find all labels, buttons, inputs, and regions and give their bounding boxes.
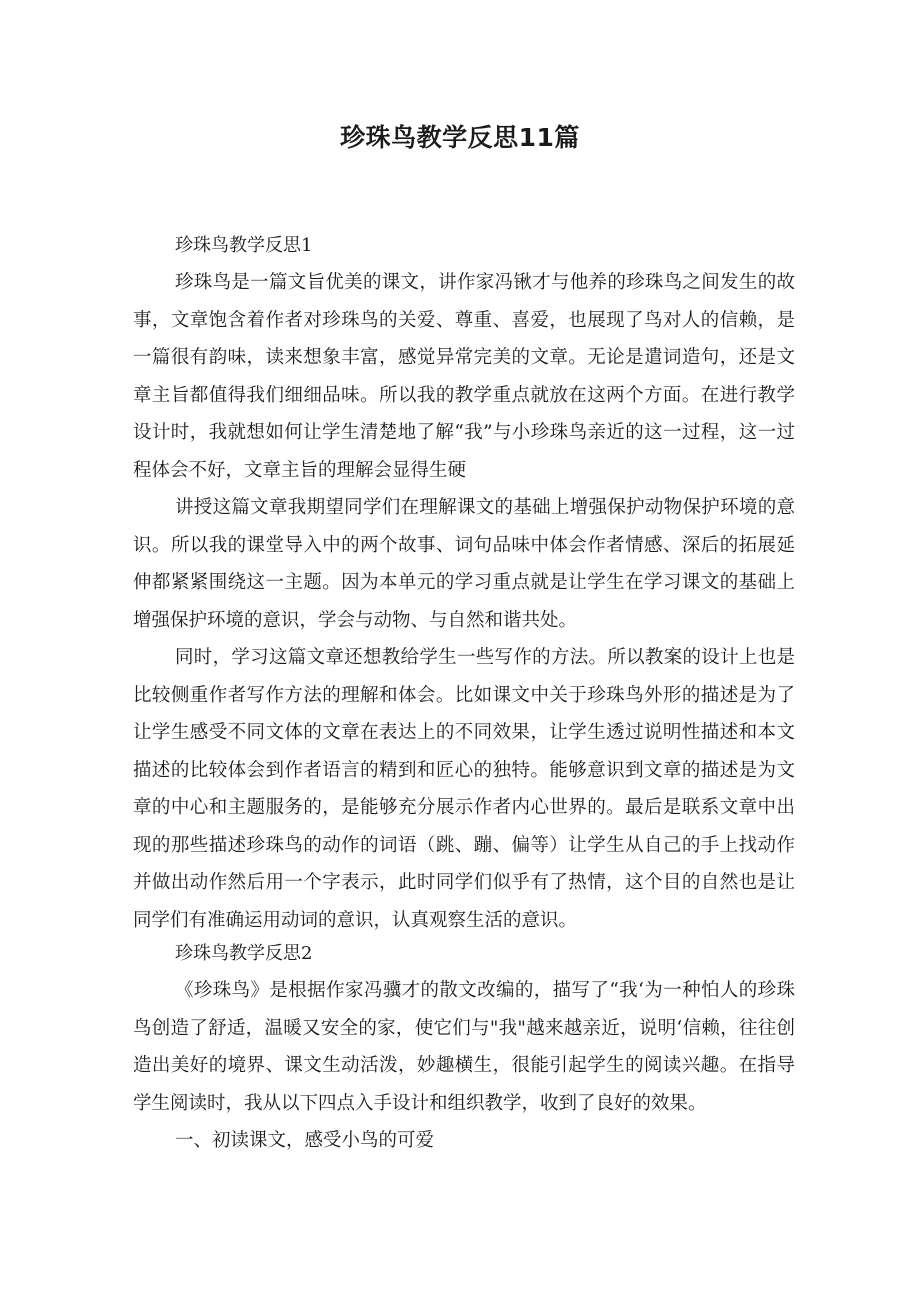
- section-heading: 珍珠鸟教学反思2: [175, 943, 313, 964]
- paragraph: 同时，学习这篇文章还想教给学生一些写作的方法。所以教案的设计上也是比较侧重作者写作方法的理解和体会。比如课文中关于珍珠鸟外形的描述是为了让学生感受不同文体的文章在表达上的不同效果，让学生透过说明性描述和本文描述的比较体会到作者语言的精到和匠心的独特。能够意识到文章的描述是为文章的中心和主题服务的，是能够充分展示作者内心世界的。最后是联系文章中出现的那些描述珍珠鸟的动作的词语（跳、蹦、偏等）让学生从自己的手上找动作并做出动作然后用一个字表示，此时同学们似乎有了热情，这个目的自然也是让同学们有准确运用动词的意识，认真观察生活的意识。: [133, 647, 795, 931]
- section-reflection-1: [133, 227, 795, 939]
- document-title: 珍珠鸟教学反思11篇: [340, 123, 580, 152]
- section-reflection-2: [133, 935, 795, 1160]
- paragraph: 讲授这篇文章我期望同学们在理解课文的基础上增强保护动物保护环境的意识。所以我的课堂导入中的两个故事、词句品味中体会作者情感、深后的拓展延伸都紧紧围绕这一主题。因为本单元的学习重点就是让学生在学习课文的基础上增强保护环境的意识，学会与动物、与自然和谐共处。: [133, 497, 795, 631]
- subheading-paragraph: 一、初读课文，感受小鸟的可爱: [175, 1130, 435, 1151]
- paragraph: 珍珠鸟是一篇文旨优美的课文，讲作家冯锹才与他养的珍珠鸟之间发生的故事，文章饱含着作者对珍珠鸟的关爱、尊重、喜爱，也展现了鸟对人的信赖，是一篇很有韵味，读来想象丰富，感觉异常完美的文章。无论是遣词造句，还是文章主旨都值得我们细细品味。所以我的教学重点就放在这两个方面。在进行教学设计时，我就想如何让学生清楚地了解“我”与小珍珠鸟亲近的这一过程，这一过程体会不好，文章主旨的理解会显得生硬: [133, 272, 795, 481]
- section-heading: 珍珠鸟教学反思1: [175, 235, 313, 256]
- paragraph: 《珍珠鸟》是根据作家冯骥才的散文改编的，描写了“我‘为一种怕人的珍珠鸟创造了舒适，温暖又安全的家，使它们与"我"越来越亲近，说明‘信赖，往往创造出美好的境界、课文生动活泼，妙趣横生，很能引起学生的阅读兴趣。在指导学生阅读时，我从以下四点入手设计和组织教学，收到了良好的效果。: [133, 980, 795, 1114]
